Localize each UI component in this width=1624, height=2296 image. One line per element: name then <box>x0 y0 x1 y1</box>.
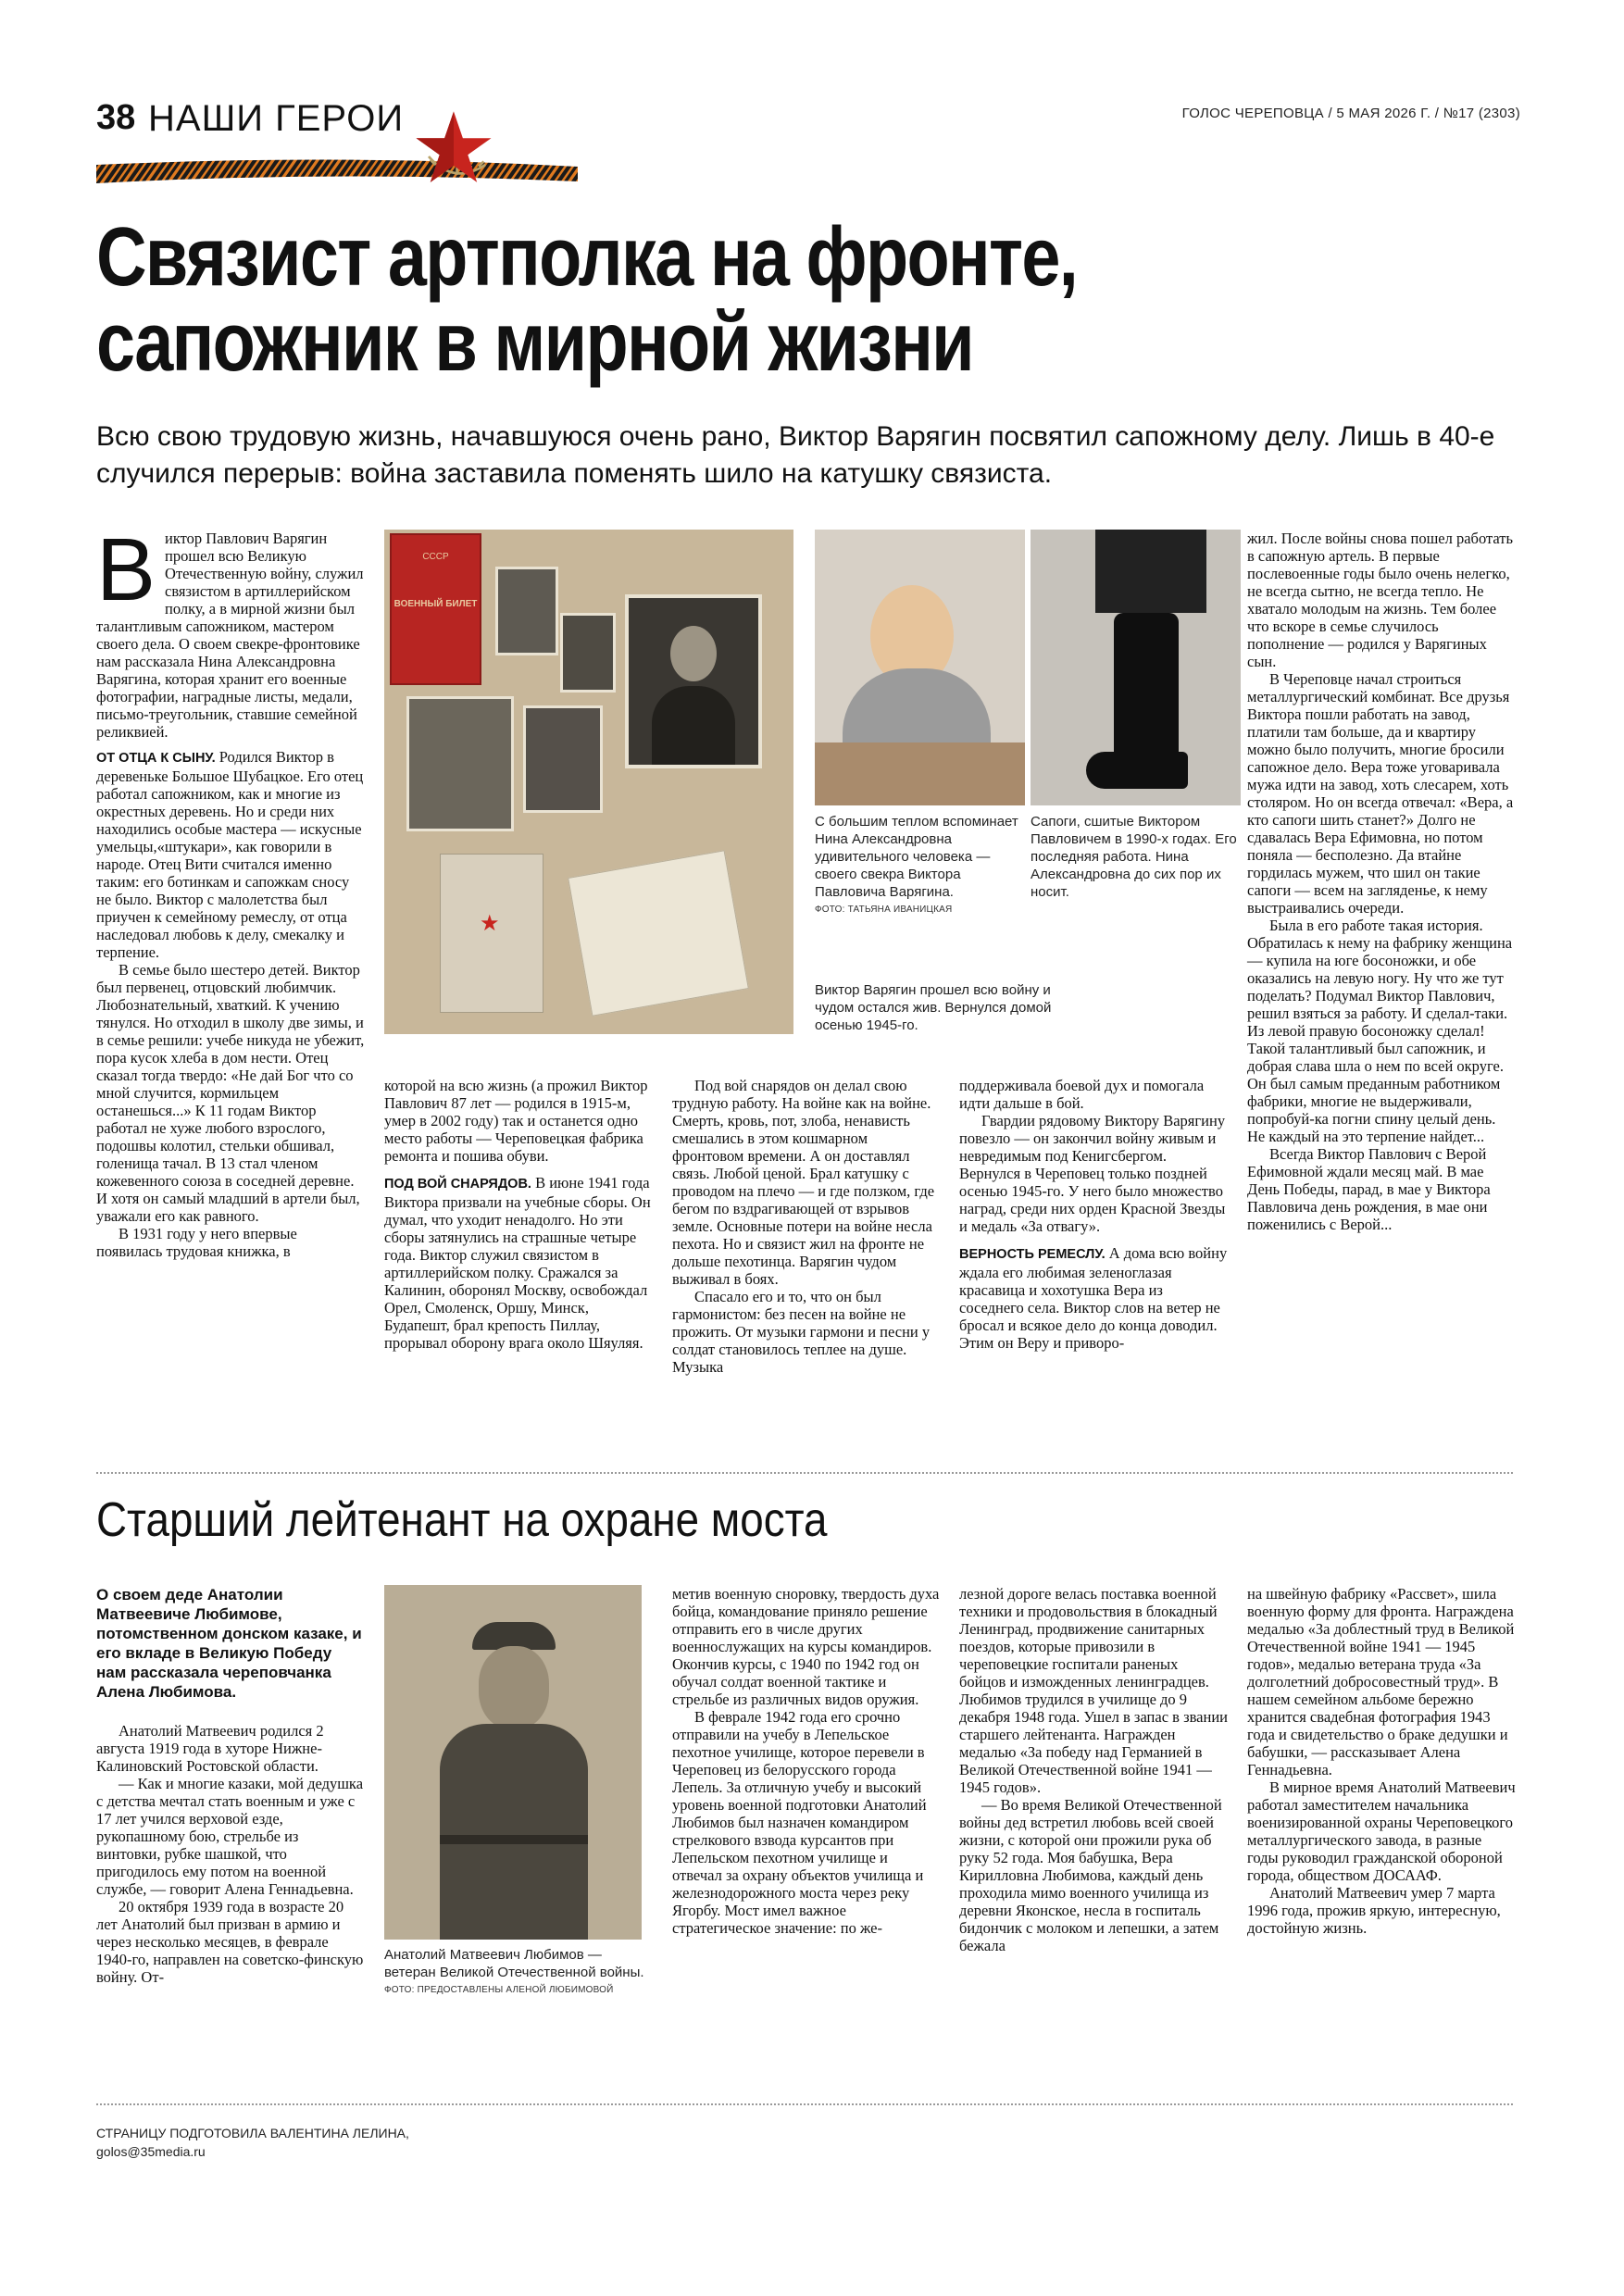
paragraph: жил. После войны снова пошел работать в сапожную артель. В первые послевоенные годы было очень нелегко, не всегда сытно, не всегда тепло. Не хватало молодым на жизнь. Тем более что вскоре в семье случилось пополнение — родился у Варягиных сын. <box>1247 530 1514 670</box>
rubric-title: НАШИ ГЕРОИ <box>148 98 405 139</box>
paragraph: В семье было шестеро детей. Виктор был первенец, отцовский любимчик. Любознательный, хваткий. К учению тянулся. Но отходил в школу две зимы, и в семье решили: учебе никуда не убежит, пора кусок хлеба в дом нести. Отец сказал тогда твердо: «Не дай Бог что со мной случится, кормильцем останешься...» К 11 годам Виктор работал не хуже любого взрослого, подошвы колотил, стельки обшивал, голенища тачал. В 13 стал членом кожевенного союза в соседней деревне. И хотя он самый младший в артели был, уважали его как равного. <box>96 961 365 1225</box>
paragraph: на швейную фабрику «Рассвет», шила военную форму для фронта. Награждена медалью «За доблестный труд в Великой Отечественной войне 1941 — 1945 годов», медалью ветерана труда «За долголетний добросовестный труд». В нашем семейном альбоме бережно хранится свадебная фотография 1943 года и свидетельство о браке дедушки и бабушки, — рассказывает Алена Геннадьевна. <box>1247 1585 1515 1778</box>
paragraph: Анатолий Матвеевич умер 7 марта 1996 года, прожив яркую, интересную, достойную жизнь. <box>1247 1884 1501 1937</box>
section-divider <box>96 1472 1513 1474</box>
nina-caption: С большим теплом вспоминает Нина Александровна удивительного человека — своего свекра Виктора Павловича Варягина. ФОТО: ТАТЬЯНА ИВАНИЦКАЯ <box>815 813 1023 918</box>
military-id-card: СССР ВОЕННЫЙ БИЛЕТ <box>390 533 481 685</box>
boots-photo <box>1031 530 1241 805</box>
paragraph: Виктор Павлович Варягин прошел всю Великую Отечественную войну, служил связистом в артиллерийском полку, а в мирной жизни был талантливым сапожником, мастером своего дела. О своем свекре-фронтовике нам рассказала Нина Александровна Варягина, которая хранит его военные фотографии, наградные листы, медали, письмо-треугольник, ставшие семейной реликвией. <box>96 520 364 741</box>
article2-column-1 <box>96 1722 365 1986</box>
paragraph: Гвардии рядовому Виктору Варягину повезло — он закончил войну живым и невредимым под Кенигсбергом. Вернулся в Череповец только поздней осенью 1945-го. У него было множество наград, среди них орден Красной Звезды и медаль «За отвагу». <box>959 1112 1226 1235</box>
article2-lead: О своем деде Анатолии Матвеевиче Любимове, потомственном донском казаке, и его вкладе в Великую Победу нам рассказала череповчанка Алена Любимова. <box>96 1586 362 1701</box>
subheading: ПОД ВОЙ СНАРЯДОВ. <box>384 1177 531 1192</box>
publication-info: ГОЛОС ЧЕРЕПОВЦА / 5 МАЯ 2026 Г. / №17 (2303) <box>1181 106 1520 121</box>
st-george-ribbon <box>96 157 578 185</box>
prepared-by: СТРАНИЦУ ПОДГОТОВИЛА ВАЛЕНТИНА ЛЕЛИНА, <box>96 2126 409 2140</box>
paragraph: В мирное время Анатолий Матвеевич работал заместителем начальника военизированной охраны Череповецкого металлургического завода, в разные годы руководил гражданской обороной города, обществом ДОСААФ. <box>1247 1778 1516 1884</box>
paragraph: Анатолий Матвеевич родился 2 августа 1919 года в хуторе Нижне-Калиновский Ростовской области. <box>96 1722 324 1775</box>
subheading: ОТ ОТЦА К СЫНУ. <box>96 751 216 766</box>
page-number: 38 <box>96 98 136 137</box>
paragraph: лезной дороге велась поставка военной техники и продовольствия в блокадный Ленинград, продвижение санитарных поездов, которые привозили в череповецкие госпитали раненых бойцов и изможденных ленинградцев. Любимов трудился в училище до 9 декабря 1948 года. Ушел в запас в звании старшего лейтенанта. Награжден медалью «За победу над Германией в Великой Отечественной войне 1941 — 1945 годов». <box>959 1585 1228 1796</box>
drop-cap: В <box>96 520 156 619</box>
nina-varyagina-photo <box>815 530 1025 805</box>
paragraph: В 1931 году у него впервые появилась трудовая книжка, в <box>96 1225 297 1260</box>
article2-column-3 <box>672 1585 941 1937</box>
photo-credit: ФОТО: ПРЕДОСТАВЛЕНЫ АЛЕНОЙ ЛЮБИМОВОЙ <box>384 1985 614 1995</box>
page-credits <box>96 2124 409 2161</box>
article2-title: Старший лейтенант на охране моста <box>96 1493 828 1547</box>
paragraph: В Череповце начал строиться металлургический комбинат. Все друзья Виктора пошли работать на завод, платили там больше, да и квартиру можно было получить, многие бросили сапожное дело. Вера тоже уговаривала мужа идти на завод, хоть слесарем, хоть столяром. Но он всегда отвечал: «Вера, а кто сапоги шить станет?» Долго не сдавалась Вера Ефимовна, но потом поняла — бесполезно. Да втайне гордилась мужем, что шил он такие сапоги — всем на загляденье, к нему выстраивались очереди. <box>1247 670 1514 917</box>
headline-line-2: сапожник в мирной жизни <box>96 296 973 389</box>
paragraph: ОТ ОТЦА К СЫНУ. Родился Виктор в деревеньке Большое Шубацкое. Его отец работал сапожником, как и многие из окрестных деревень. Но и среди них находились особые мастера — искусные умельцы,«штукари», как говорили в народе. Отец Вити считался именно таким: его ботинкам и сапожкам сносу не было. Виктор с малолетства был приучен к семейному ремеслу, от отца наследовал любовь к делу, смекалку и терпение. <box>96 748 364 961</box>
collage-caption: Виктор Варягин прошел всю войну и чудом остался жив. Вернулся домой осенью 1945-го. <box>815 982 1052 1033</box>
article1-column-3 <box>672 1077 941 1376</box>
war-documents-photo <box>384 530 793 1034</box>
portrait-medals <box>406 696 514 831</box>
article2-column-5 <box>1247 1585 1516 1937</box>
paragraph: метив военную сноровку, твердость духа бойца, командование приняло решение отправить его в числе других военнослужащих на курсы командиров. Окончив курсы, с 1940 по 1942 год он обучал солдат военной тактике и стрельбе из различных видов оружия. <box>672 1585 940 1708</box>
portrait-small-1 <box>495 567 558 655</box>
paragraph: — Во время Великой Отечественной войны дед встретил любовь всей своей жизни, с которой они прожили рука об руку 52 года. Моя бабушка, Вера Кирилловна Любимова, каждый день проходила мимо военного училища из деревни Яконское, несла в госпиталь бидончик с молоком и лепешки, а затем бежала <box>959 1796 1222 1954</box>
paragraph: Была в его работе такая история. Обратилась к нему на фабрику женщина — купила на юге босоножки, и обе оказались на левую ногу. Ну что же тут поделать? Подумал Виктор Павлович, решил взяться за работу. И сделал-таки. Из левой правую босоножку сделал! Такой талантливый был сапожник, и добрая слава шла о нем по всей округе. Он был самым преданным работником фабрики, многие не выдерживали, попробуй-ка погни спину целый день. Не каждый на это терпение найдет... <box>1247 917 1513 1145</box>
portrait-large <box>625 594 762 768</box>
paragraph: В феврале 1942 года его срочно отправили на учебу в Лепельское пехотное училище, которое перевели в Череповец из белорусского города Лепель. За отличную учебу и высокий уровень военной подготовки Анатолий Любимов был назначен командиром стрелкового взвода курсантов при Лепельском пехотном училище и отвечал за охрану объектов училища и железнодорожного моста через реку Ягорбу. Мост имел важное стратегическое значение: по же- <box>672 1708 927 1937</box>
article-lead: Всю свою трудовую жизнь, начавшуюся очень рано, Виктор Варягин посвятил сапожному делу. Лишь в 40-е случился перерыв: война заставила поменять шило на катушку связиста. <box>96 421 1495 489</box>
photo-credit: ФОТО: ТАТЬЯНА ИВАНИЦКАЯ <box>815 905 953 915</box>
footer-divider <box>96 2103 1513 2105</box>
paragraph: 20 октября 1939 года в возрасте 20 лет Анатолий был призван в армию и через несколько месяцев, в феврале 1940-го, направлен на советско-финскую войну. От- <box>96 1898 364 1986</box>
subheading: ВЕРНОСТЬ РЕМЕСЛУ. <box>959 1247 1106 1262</box>
paragraph: поддерживала боевой дух и помогала идти дальше в бой. <box>959 1077 1205 1112</box>
paragraph: ВЕРНОСТЬ РЕМЕСЛУ. А дома всю войну ждала его любимая зеленоглазая красавица и хохотушка Вера из соседнего села. Виктор слов на ветер не бросал и всякое дело до конца доводил. Этим он Веру и приворо- <box>959 1244 1228 1352</box>
portrait-small-2 <box>560 613 616 693</box>
paragraph: которой на всю жизнь (а прожил Виктор Павлович 87 лет — родился в 1915-м, умер в 2002 году) так и останется одно место работы — Череповецкая фабрика ремонта и пошива обуви. <box>384 1077 648 1165</box>
lyubimov-portrait-photo <box>384 1585 642 1940</box>
boots-caption: Сапоги, сшитые Виктором Павловичем в 1990-х годах. Его последняя работа. Нина Александровна до сих пор их носит. <box>1031 814 1237 900</box>
contact-email[interactable]: golos@35media.ru <box>96 2144 206 2159</box>
article1-column-5 <box>1247 530 1516 1233</box>
paragraph: ПОД ВОЙ СНАРЯДОВ. В июне 1941 года Виктора призвали на учебные сборы. Он думал, что уходит ненадолго. Но эти сборы затянулись на страшные четыре года. Виктор служил связистом в артиллерийском полку. Сражался за Калинин, оборонял Москву, освобождал Орел, Смоленск, Оршу, Минск, Будапешт, брал крепость Пиллау, прорывал оборону врага около Шяуляя. <box>384 1174 651 1352</box>
article2-column-4 <box>959 1585 1228 1954</box>
triangle-letter <box>568 850 749 1017</box>
paragraph: Всегда Виктор Павлович с Верой Ефимовной ждали месяц май. В мае День Победы, парад, в мае у Виктора Павловича день рождения, в мае они поженились с Верой... <box>1247 1145 1491 1233</box>
lyubimov-caption: Анатолий Матвеевич Любимов — ветеран Великой Отечественной войны. ФОТО: ПРЕДОСТАВЛЕНЫ АЛЕНОЙ ЛЮБИМОВОЙ <box>384 1946 653 1999</box>
headline-line-1: Связист артполка на фронте, <box>96 211 1078 304</box>
paragraph: Спасало его и то, что он был гармонистом: без песен на войне не прожить. От музыки гармони и песни у солдат становилось теплее на душе. Музыка <box>672 1288 931 1376</box>
award-booklet: ★ <box>440 854 543 1013</box>
paragraph: Под вой снарядов он делал свою трудную работу. На войне как на войне. Смерть, кровь, пот, злоба, ненависть смешались в этом кошмарном фронтовом времени. А он доставлял связь. Любой ценой. Брал катушку с проводом на плечо — и где ползком, где бегом по вздрагивающей от взрывов земле. Основные потери на войне несла пехота. Но и связист жил на фронте не дольше пехотинца. Варягин чудом выживал в боях. <box>672 1077 935 1288</box>
portrait-small-3 <box>523 705 603 813</box>
red-star-icon <box>412 106 495 190</box>
article1-column-4 <box>959 1077 1228 1352</box>
paragraph: — Как и многие казаки, мой дедушка с детства мечтал стать военным и уже с 17 лет учился верховой езде, рукопашному бою, стрельбе из винтовки, рубке шашкой, что пригодилось ему потом на военной службе, — говорит Алена Геннадьевна. <box>96 1775 364 1898</box>
article1-column-2 <box>384 1077 653 1352</box>
article-headline <box>96 211 1107 389</box>
article1-column-1 <box>96 520 365 1260</box>
